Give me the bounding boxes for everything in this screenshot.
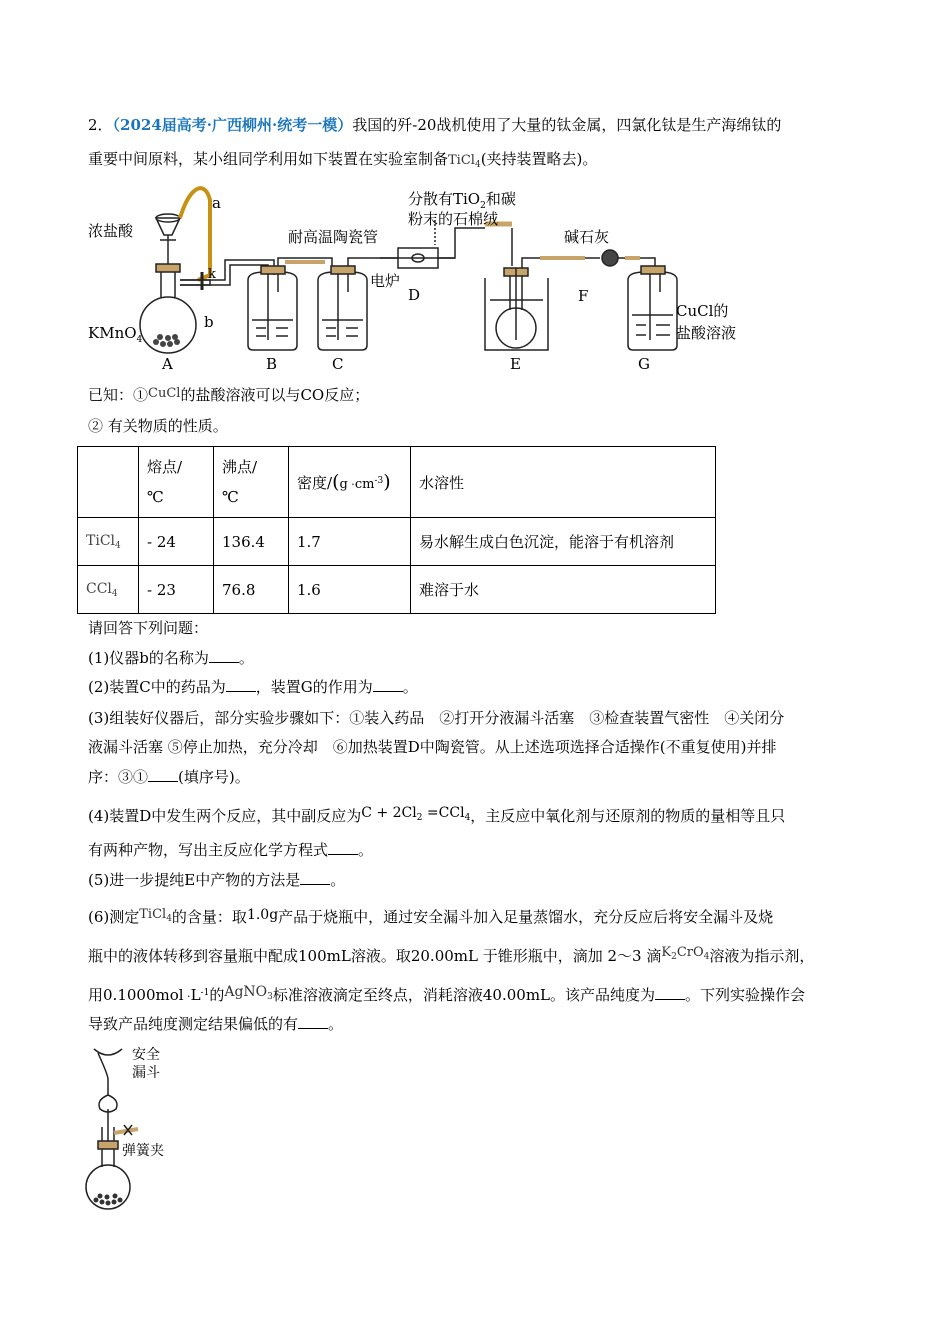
answer-blank[interactable] — [298, 1014, 328, 1029]
answer-blank[interactable] — [148, 767, 178, 782]
titrant-concentration: 0.1000mol — [103, 986, 184, 1004]
q4-text-c: 有两种产物，写出主反应化学方程式 — [88, 841, 329, 859]
q6-line-1 — [88, 905, 773, 929]
question-line-1 — [88, 115, 781, 135]
q4-text-a: (4)装置D中发生两个反应，其中副反应为 — [88, 807, 362, 825]
q6-end: 。 — [328, 1015, 344, 1033]
table-row — [78, 518, 716, 566]
row-ticl4-bp: 136.4 — [214, 518, 289, 566]
q2-text-a: (2)装置C中的药品为 — [88, 678, 226, 696]
q6-text-h: 的 — [209, 986, 225, 1004]
q6-text-l: 导致产品纯度测定结果偏低的有 — [88, 1015, 299, 1033]
q3-text-b: (填序号)。 — [178, 768, 250, 786]
bottle-b — [248, 266, 297, 350]
beaker-e — [485, 258, 570, 350]
q5-line — [88, 870, 345, 890]
q2-text-b: ，装置G的作用为 — [255, 678, 373, 696]
q6-text-b: 的含量：取 — [171, 908, 247, 926]
sample-mass: 1.0g — [246, 907, 279, 923]
ticl4-formula-q6: TiCl$_4$ — [139, 907, 172, 924]
answer-blank[interactable] — [655, 985, 685, 1000]
row-ticl4-mp: - 24 — [139, 518, 214, 566]
row-ticl4-solubility: 易水解生成白色沉淀，能溶于有机溶剂 — [411, 518, 716, 566]
answer-blank[interactable] — [226, 677, 256, 692]
letter-e: E — [510, 355, 521, 373]
bottle-c — [318, 266, 367, 350]
question-line-2 — [88, 149, 597, 175]
known-text-1a: 已知：① — [88, 386, 149, 404]
known-line-2: ② 有关物质的性质。 — [88, 417, 228, 435]
q4-line-1 — [88, 803, 785, 828]
side-reaction-equation: $C + 2Cl_2 =CCl_4$ — [361, 805, 471, 823]
boiling-chips — [153, 334, 180, 347]
q5-text: (5)进一步提纯E中产物的方法是 — [88, 871, 301, 889]
q6-text-d: 瓶中的液体转移到容量瓶中配成 — [88, 947, 299, 965]
bottle-g — [628, 266, 677, 350]
q3-text-a: 序：③① — [88, 768, 149, 786]
q6-text-i: 标准溶液滴定至终点，消耗溶液 — [272, 986, 483, 1004]
header-empty — [78, 447, 139, 518]
question-source: （2024届高考·广西柳州·统考一模） — [112, 116, 353, 134]
row-ticl4-name: TiCl$_4$ — [78, 518, 139, 566]
letter-d: D — [408, 286, 421, 304]
questions-prompt: 请回答下列问题： — [88, 619, 209, 637]
q2-line — [88, 677, 418, 697]
q6-text-c: 产品于烧瓶中，通过安全漏斗加入足量蒸馏水，充分反应后将安全漏斗及烧 — [278, 908, 774, 926]
label-a: a — [212, 194, 221, 212]
row-ccl4-bp: 76.8 — [214, 566, 289, 614]
q6-text-g: 用 — [88, 986, 104, 1004]
titrant-volume: 40.00mL — [482, 986, 551, 1004]
letter-f: F — [578, 287, 589, 305]
header-melting-point: 熔点/ ℃ — [139, 447, 214, 518]
intro-text-2b: (夹持装置略去)。 — [480, 150, 598, 168]
q5-end: 。 — [330, 871, 346, 889]
q6-line-4 — [88, 1014, 343, 1034]
table-header-row — [78, 447, 716, 518]
label-k: k — [208, 267, 216, 282]
known-text-1b: 的盐酸溶液可以与CO反应； — [180, 386, 370, 404]
row-ccl4-name: CCl$_4$ — [78, 566, 139, 614]
label-hcl: 浓盐酸 — [88, 222, 134, 240]
safety-funnel-figure — [80, 1045, 200, 1215]
drying-tube-f — [540, 250, 655, 270]
letter-c: C — [332, 355, 344, 373]
answer-blank[interactable] — [209, 648, 239, 663]
letter-b: B — [266, 355, 278, 373]
k2cro4-formula: $K_2CrO_4$ — [661, 945, 710, 962]
flask-a — [140, 188, 210, 353]
header-boiling-point: 沸点/ ℃ — [214, 447, 289, 518]
row-ccl4-mp: - 23 — [139, 566, 214, 614]
label-ceramic-tube: 耐高温陶瓷管 — [288, 228, 379, 246]
letter-g: G — [638, 355, 650, 373]
label-asbestos-1: 分散有TiO$_2$和碳 — [408, 190, 516, 211]
header-solubility: 水溶性 — [411, 447, 716, 518]
apparatus-diagram — [80, 180, 780, 380]
q6-text-k: 。下列实验操作会 — [685, 986, 806, 1004]
q6-line-3: 用$0.1000mol \cdot L^{-1}$的AgNO$_3$标准溶液滴定至终点，消耗溶液40.00mL。该产品纯度为 。下列实验操作会 — [88, 984, 806, 1004]
table-row — [78, 566, 716, 614]
row-ccl4-density: 1.6 — [289, 566, 411, 614]
answer-blank[interactable] — [328, 840, 358, 855]
label-furnace: 电炉 — [370, 272, 401, 290]
q4-text-b: ，主反应中氧化剂与还原剂的物质的量相等且只 — [470, 807, 786, 825]
q6-text-a: (6)测定 — [88, 908, 140, 926]
row-ticl4-density: 1.7 — [289, 518, 411, 566]
known-line-1 — [88, 384, 369, 405]
q2-end: 。 — [402, 678, 418, 696]
label-kmno4: KMnO$_4$ — [88, 324, 143, 345]
q3-line-2: 液漏斗活塞 ⑤停止加热，充分冷却 ⑥加热装置D中陶瓷管。从上述选项选择合适操作(不重复使用)并排 — [88, 738, 777, 756]
label-asbestos-2: 粉末的石棉绒 — [408, 210, 499, 228]
cucl-formula: CuCl — [148, 386, 181, 401]
q3-line-1: (3)组装好仪器后，部分实验步骤如下：①装入药品 ②打开分液漏斗活塞 ③检查装置气密性 ④关闭分 — [88, 709, 785, 727]
header-density: 密度$/(g \cdot cm^{-3})$ — [289, 447, 411, 518]
label-cucl-1: CuCl的 — [676, 302, 729, 320]
q6-text-e: 溶液。取20.00mL 于锥形瓶中，滴加 2～3 滴 — [350, 947, 662, 965]
ticl4-sub: 4 — [474, 160, 481, 170]
ticl4-main: TiCl — [448, 153, 475, 168]
conc-unit-sup: -1 — [200, 988, 210, 998]
agno3-formula: AgNO$_3$ — [224, 984, 273, 1002]
conc-unit: L — [190, 986, 201, 1004]
q4-end: 。 — [358, 841, 374, 859]
flask-volume: 100mL — [298, 947, 351, 965]
q6-text-j: 。该产品纯度为 — [550, 986, 656, 1004]
q1-text: (1)仪器b的名称为 — [88, 649, 209, 667]
letter-a: A — [162, 355, 173, 373]
property-table — [77, 446, 716, 614]
label-cucl-2: 盐酸溶液 — [676, 324, 737, 342]
answer-blank[interactable] — [373, 677, 403, 692]
intro-text-2a: 重要中间原料，某小组同学利用如下装置在实验室制备 — [88, 150, 449, 168]
q1-end: 。 — [238, 649, 254, 667]
ceramic-tube-d — [380, 228, 485, 268]
label-b: b — [204, 313, 214, 331]
question-number: 2． — [88, 116, 113, 134]
label-clip: 弹簧夹 — [122, 1143, 164, 1159]
row-ccl4-solubility: 难溶于水 — [411, 566, 716, 614]
label-safety-1: 安全 — [132, 1047, 160, 1063]
label-soda-lime: 碱石灰 — [564, 228, 610, 246]
q6-line-2 — [88, 943, 814, 967]
q1-line — [88, 648, 254, 668]
label-safety-2: 漏斗 — [132, 1065, 160, 1081]
q3-line-3 — [88, 767, 250, 787]
intro-text-1: 我国的歼-20战机使用了大量的钛金属，四氯化钛是生产海绵钛的 — [352, 116, 782, 134]
q6-text-f: 溶液为指示剂， — [709, 947, 815, 965]
q4-line-2 — [88, 840, 373, 860]
answer-blank[interactable] — [300, 870, 330, 885]
ticl4-formula — [448, 153, 481, 168]
